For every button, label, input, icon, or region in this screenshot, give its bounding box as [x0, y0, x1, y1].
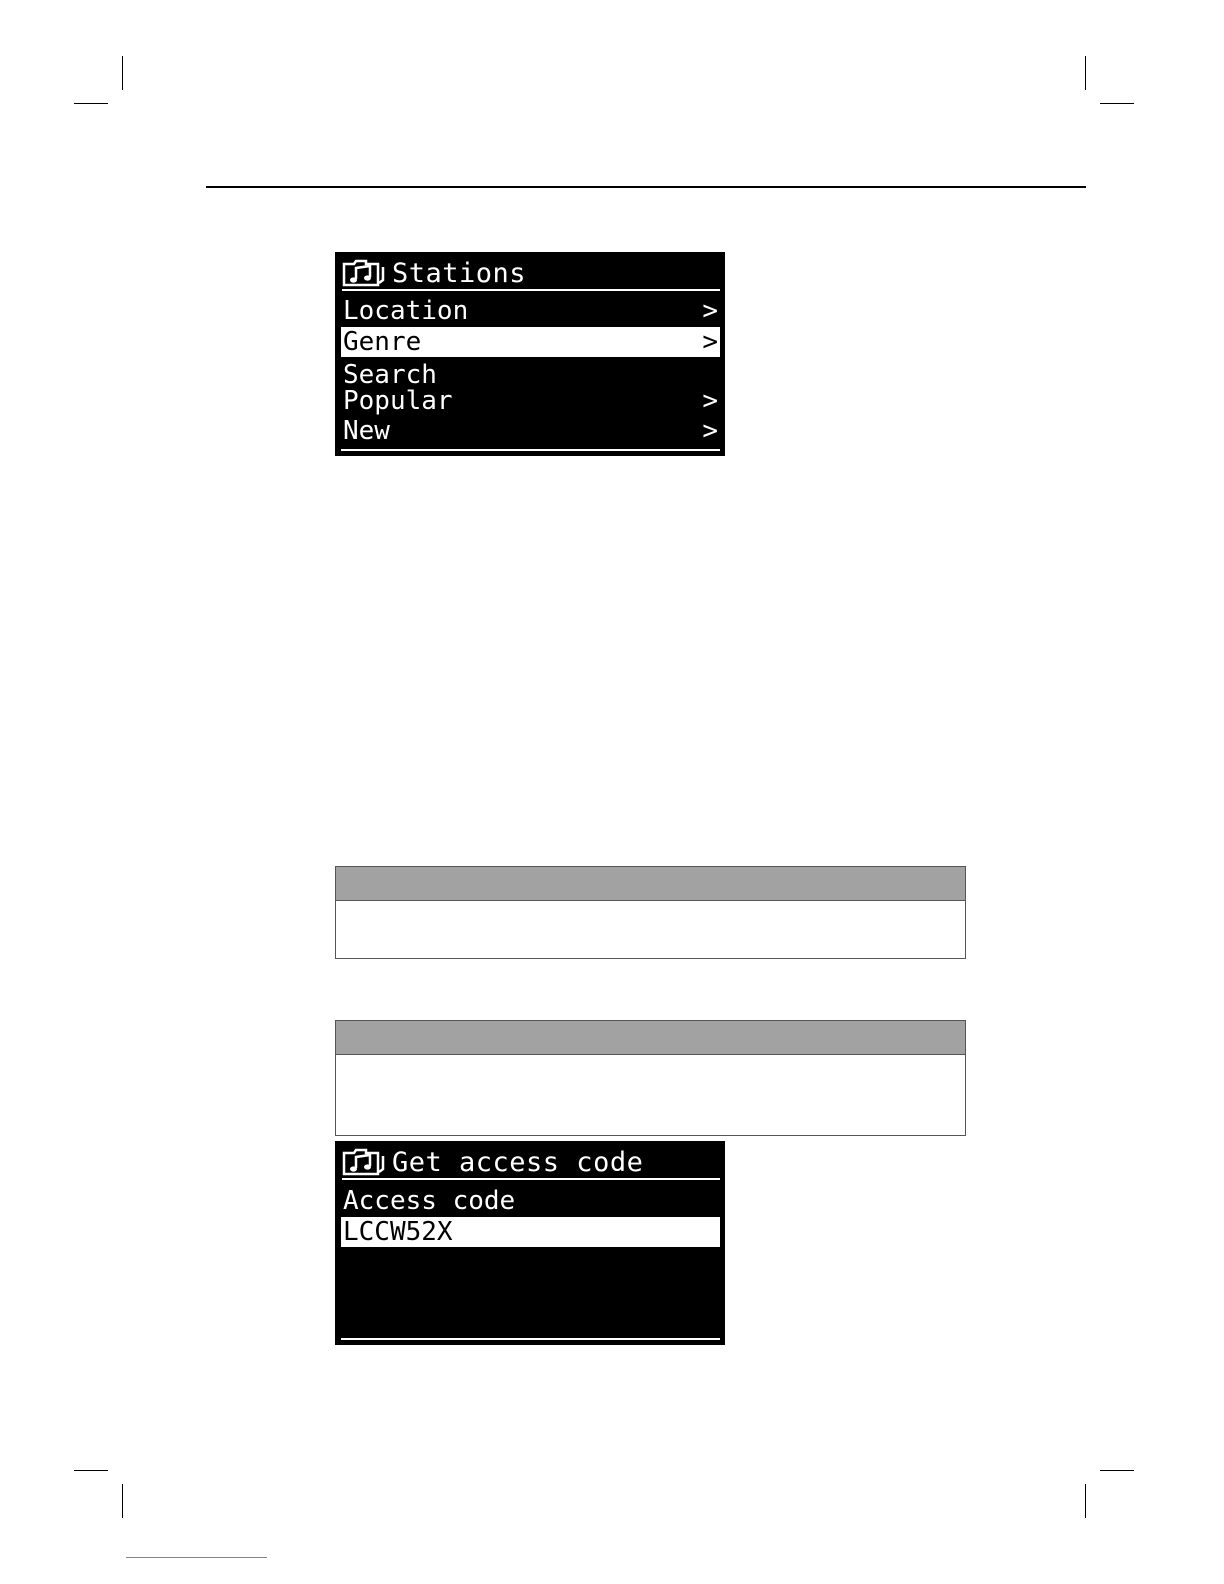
- access-code-value-text: LCCW52X: [343, 1217, 453, 1247]
- chevron-right-icon: >: [702, 296, 718, 326]
- menu-item-label: Location: [343, 296, 469, 326]
- access-code-display-bottom-rule: [341, 1338, 720, 1340]
- access-code-display-title: Get access code: [392, 1146, 644, 1178]
- menu-item-genre[interactable]: [341, 327, 720, 357]
- note-box-2-header: [336, 1021, 965, 1055]
- header-rule: [206, 186, 1086, 188]
- access-code-label: [341, 1186, 720, 1216]
- access-code-display: [335, 1141, 725, 1345]
- chevron-right-icon: >: [702, 386, 718, 416]
- music-folder-icon: [342, 259, 386, 287]
- access-code-value[interactable]: [341, 1217, 720, 1247]
- note-box-2: [335, 1020, 966, 1136]
- access-code-display-title-bar: [342, 1146, 720, 1180]
- crop-mark-top-right-vertical: [1085, 56, 1086, 90]
- menu-item-popular[interactable]: [341, 386, 720, 416]
- menu-item-location[interactable]: [341, 296, 720, 326]
- chevron-right-icon: >: [702, 327, 718, 357]
- note-box-1-header: [336, 867, 965, 901]
- access-code-label-text: Access code: [343, 1186, 516, 1216]
- stations-display-bottom-rule: [341, 449, 720, 451]
- crop-mark-top-left-vertical: [122, 56, 123, 90]
- crop-mark-bottom-right-vertical: [1085, 1484, 1086, 1518]
- menu-item-label: New: [343, 416, 390, 446]
- crop-mark-bottom-left-vertical: [122, 1484, 123, 1518]
- chevron-right-icon: >: [702, 416, 718, 446]
- note-box-1: [335, 866, 966, 959]
- menu-item-label: Search: [343, 360, 437, 390]
- crop-mark-bottom-left-horizontal: [74, 1470, 108, 1471]
- music-folder-icon: [342, 1148, 386, 1176]
- menu-item-label: Genre: [343, 327, 422, 357]
- stations-display-title: Stations: [392, 257, 527, 289]
- crop-mark-top-left-horizontal: [74, 103, 108, 104]
- stations-display: [335, 252, 725, 456]
- stations-display-title-bar: [342, 257, 720, 291]
- menu-item-label: Popular: [343, 386, 453, 416]
- menu-item-new[interactable]: [341, 416, 720, 446]
- footer-link-underline: [126, 1557, 267, 1558]
- crop-mark-bottom-right-horizontal: [1100, 1470, 1134, 1471]
- crop-mark-top-right-horizontal: [1100, 103, 1134, 104]
